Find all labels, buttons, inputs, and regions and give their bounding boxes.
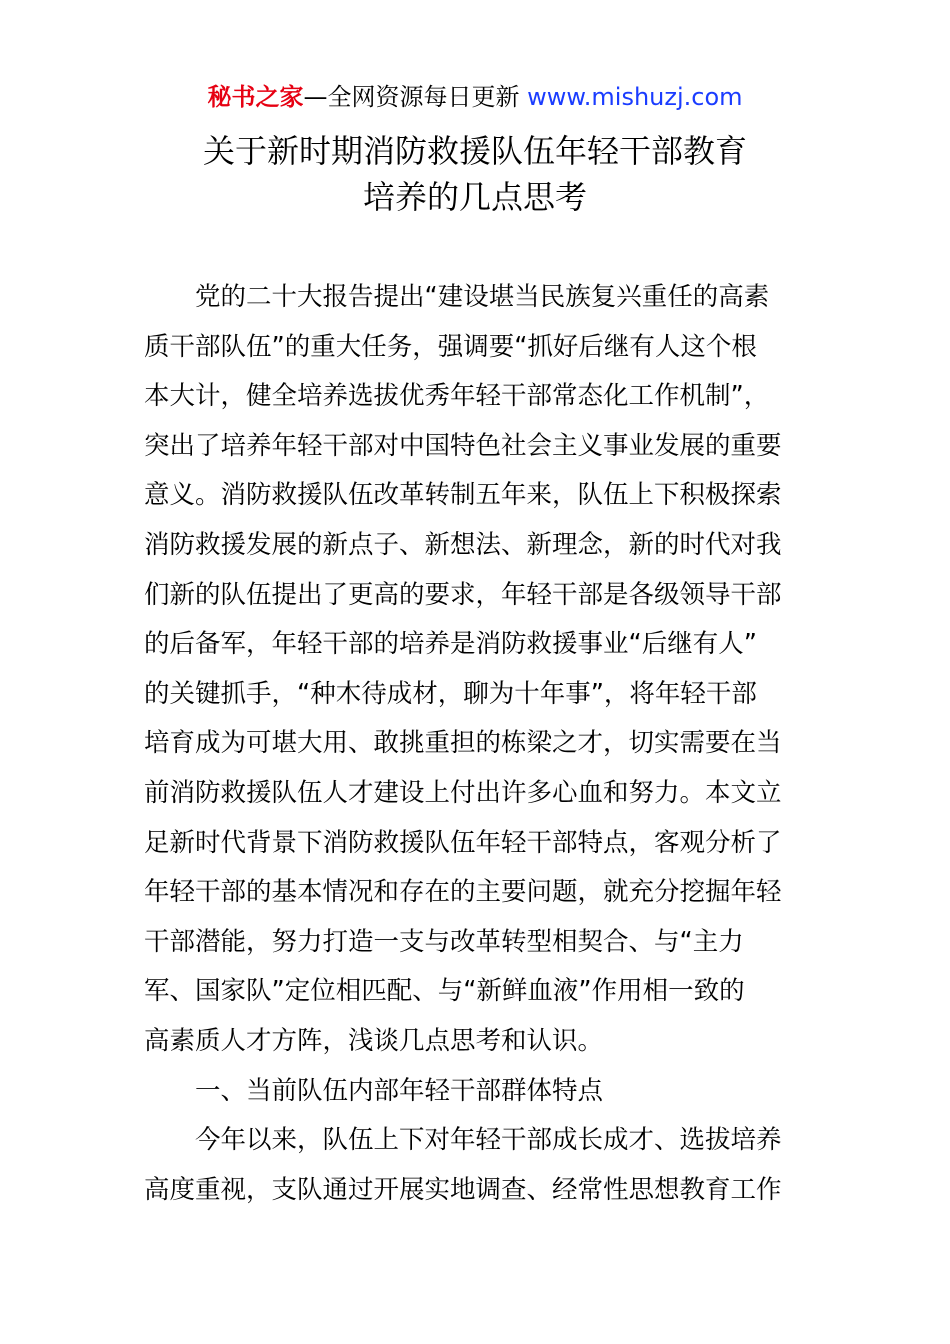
paragraph-line: 本大计，健全培养选拔优秀年轻干部常态化工作机制”， bbox=[144, 381, 770, 412]
site-url-link[interactable]: www.mishuzj.com bbox=[527, 83, 743, 111]
paragraph-line: 足新时代背景下消防救援队伍年轻干部特点，客观分析了 bbox=[144, 827, 782, 858]
paragraph-line: 消防救援发展的新点子、新想法、新理念，新的时代对我 bbox=[144, 529, 782, 560]
paragraph-line: 党的二十大报告提出“建设堪当民族复兴重任的高素 bbox=[195, 282, 770, 312]
paragraph-line: 突出了培养年轻干部对中国特色社会主义事业发展的重要 bbox=[144, 430, 782, 461]
paragraph-line: 干部潜能，努力打造一支与改革转型相契合、与“主力 bbox=[144, 926, 744, 957]
paragraph-line: 高素质人才方阵，浅谈几点思考和认识。 bbox=[144, 1025, 604, 1056]
paragraph-line: 的后备军，年轻干部的培养是消防救援事业“后继有人” bbox=[144, 629, 757, 660]
site-brand: 秘书之家 bbox=[207, 83, 304, 111]
site-tagline: —全网资源每日更新 bbox=[303, 83, 520, 111]
paragraph-line: 培育成为可堪大用、敢挑重担的栋梁之才，切实需要在当 bbox=[144, 728, 782, 759]
title-line-2: 培养的几点思考 bbox=[362, 178, 587, 216]
paragraph-line: 年轻干部的基本情况和存在的主要问题，就充分挖掘年轻 bbox=[144, 877, 782, 908]
section-heading: 一、当前队伍内部年轻干部群体特点 bbox=[195, 1075, 604, 1106]
paragraph-line: 质干部队伍”的重大任务，强调要“抓好后继有人这个根 bbox=[144, 331, 757, 362]
paragraph-line: 们新的队伍提出了更高的要求，年轻干部是各级领导干部 bbox=[144, 579, 782, 610]
paragraph-line: 意义。消防救援队伍改革转制五年来，队伍上下积极探索 bbox=[144, 480, 782, 511]
site-header bbox=[0, 82, 950, 112]
document-body bbox=[144, 273, 808, 1215]
paragraph-line: 军、国家队”定位相匹配、与“新鲜血液”作用相一致的 bbox=[144, 976, 745, 1007]
document-title bbox=[0, 128, 950, 220]
paragraph-line: 的关键抓手，“种木待成材，聊为十年事”，将年轻干部 bbox=[144, 678, 757, 709]
paragraph-line: 今年以来，队伍上下对年轻干部成长成才、选拔培养 bbox=[195, 1125, 782, 1156]
paragraph-line: 前消防救援队伍人才建设上付出许多心血和努力。本文立 bbox=[144, 777, 782, 808]
title-line-1: 关于新时期消防救援队伍年轻干部教育 bbox=[202, 132, 747, 170]
paragraph-line: 高度重视，支队通过开展实地调查、经常性思想教育工作 bbox=[144, 1174, 782, 1205]
